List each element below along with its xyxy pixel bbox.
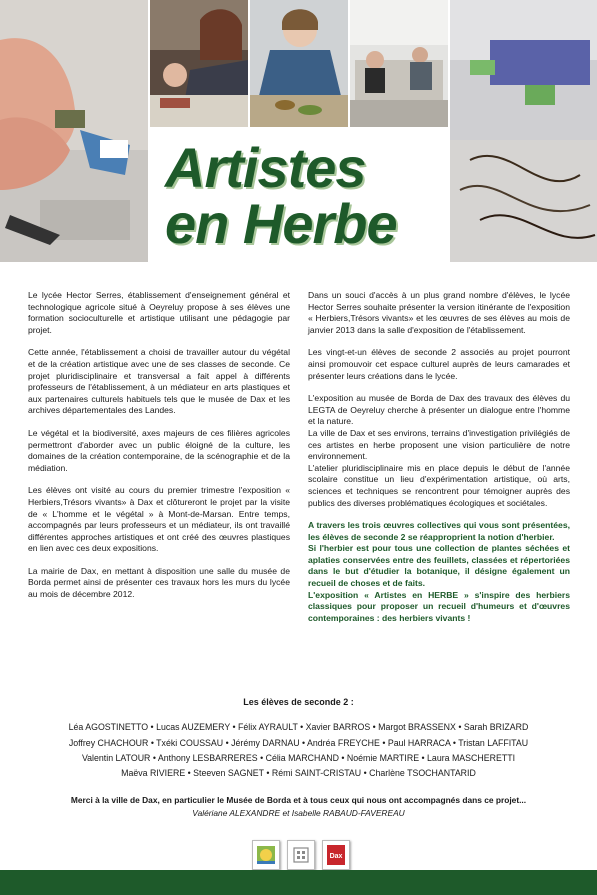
- students-line: Léa AGOSTINETTO • Lucas AUZEMERY • Félix AYRAULT • Xavier BARROS • Margot BRASSENX • Sarah BRIZARD: [68, 722, 529, 732]
- paragraph: Les élèves ont visité au cours du premier trimestre l'exposition « Herbiers,Trésors vivants» à Dax et clôtureront le projet par la visite de « L'homme et le végétal » à Mont-de-Marsan. Entre temps, accompagnés par leurs professeurs et un médiateur, ils ont travaillé différentes approches artistiques et ont créé des œuvres plastiques en lien avec ces deux expositions.: [28, 485, 290, 554]
- photo-student-arranging-leaves: [250, 0, 348, 127]
- students-line: Joffrey CHACHOUR • Txéki COUSSAU • Jérémy DARNAU • Andréa FREYCHE • Paul HARRACA • Tristan LAFFITAU: [68, 738, 529, 748]
- partner-logo-1: [252, 840, 280, 870]
- paragraph: La ville de Dax et ses environs, terrains d'investigation privilégiés de ces artistes en herbe proposent une vision particulière de notre environnement.: [308, 427, 570, 462]
- photo-hands-crafting: [0, 0, 148, 262]
- photo-wire-sculpture: [450, 0, 597, 262]
- paragraph: Cette année, l'établissement a choisi de travailler autour du végétal et de la création artistique avec une de ses classes de seconde. Ce projet pluridisciplinaire et transversal a fait appel à différents professeurs de l'établissement, à un médiateur en arts plastiques et aux partenaires culturels habituels tels que le musée de Dax et les archives départementales des Landes.: [28, 347, 290, 416]
- paragraph: Le végétal et la biodiversité, axes majeurs de ces filières agricoles permettront d'aborder avec un public éloigné de la culture, les domaines de la création contemporaine, de la scénographie et de la médiation.: [28, 427, 290, 473]
- paragraph: Le lycée Hector Serres, établissement d'enseignement général et technologique agricole situé à Oeyreluy propose à ses élèves une formation socioculturelle et artistique utilisant une pédagogie par projet.: [28, 290, 290, 335]
- paragraph: L'atelier pluridisciplinaire mis en place depuis le début de l'année scolaire constitue un lieu d'expérimentation artistique, où arts, sciences et techniques se rencontrent pour témoigner auprès des publics des diverses problématiques écologiques et sociétales.: [308, 462, 570, 508]
- thanks-text: Merci à la ville de Dax, en particulier le Musée de Borda et à tous ceux qui nous ont accompagnés dans ce projet...: [70, 795, 527, 805]
- paragraph: La mairie de Dax, en mettant à disposition une salle du musée de Borda permet ainsi de présenter ces travaux hors les murs du lycée au mois de décembre 2012.: [28, 565, 290, 600]
- paragraph: L'exposition au musée de Borda de Dax des travaux des élèves du LEGTA de Oeyreluy cherche à présenter un dialogue entre l'homme et la nature.: [308, 393, 570, 427]
- footer-band: [0, 870, 597, 895]
- paragraph: Dans un souci d'accès à un plus grand nombre d'élèves, le lycée Hector Serres souhaite présenter la version itinérante de l'exposition « Herbiers,Trésors vivants» et les œuvres de ses élèves au mois de janvier 2013 dans la salle d'exposition de l'établissement.: [308, 290, 570, 335]
- students-line: Valentin LATOUR • Anthony LESBARRERES • Célia MARCHAND • Noémie MARTIRE • Laura MASCHERETTI: [81, 753, 516, 763]
- partner-logo-dax: [322, 840, 350, 870]
- title-line-1: Artistes: [165, 136, 366, 199]
- students-heading: Les élèves de seconde 2 :: [243, 697, 354, 707]
- partner-logo-2: [287, 840, 315, 870]
- highlight-paragraph: Si l'herbier est pour tous une collection de plantes séchées et aplaties conservées entre des feuillets, classées et répertoriées dans le but d'étudier la botanique, il désigne également un recueil de choses et de faits.: [308, 543, 570, 589]
- paragraph: Les vingt-et-un élèves de seconde 2 associés au projet pourront ainsi promouvoir cet espace culturel auprès de leurs camarades et présenter leurs créations dans le lycée.: [308, 347, 570, 381]
- left-text-column: [28, 290, 290, 612]
- signers-text: Valériane ALEXANDRE et Isabelle RABAUD-FAVEREAU: [192, 808, 405, 818]
- right-text-column: [308, 290, 570, 624]
- highlight-paragraph: A travers les trois œuvres collectives qui vous sont présentées, les élèves de seconde 2 se réapproprient la notion d'herbier.: [308, 520, 570, 542]
- highlight-paragraph: L'exposition « Artistes en HERBE » s'inspire des herbiers classiques pour proposer un recueil d'humeurs et d'œuvres contemporaines : des herbiers vivants !: [308, 589, 570, 623]
- dax-logo-text: Dax: [329, 853, 343, 860]
- photo-students-table: [150, 0, 248, 127]
- photo-classroom-workshop: [350, 0, 448, 127]
- page-title: [165, 136, 455, 255]
- students-line: Maëva RIVIERE • Steeven SAGNET • Rémi SAINT-CRISTAU • Charlène TSOCHANTARID: [121, 768, 476, 778]
- title-line-2: en Herbe: [165, 192, 397, 255]
